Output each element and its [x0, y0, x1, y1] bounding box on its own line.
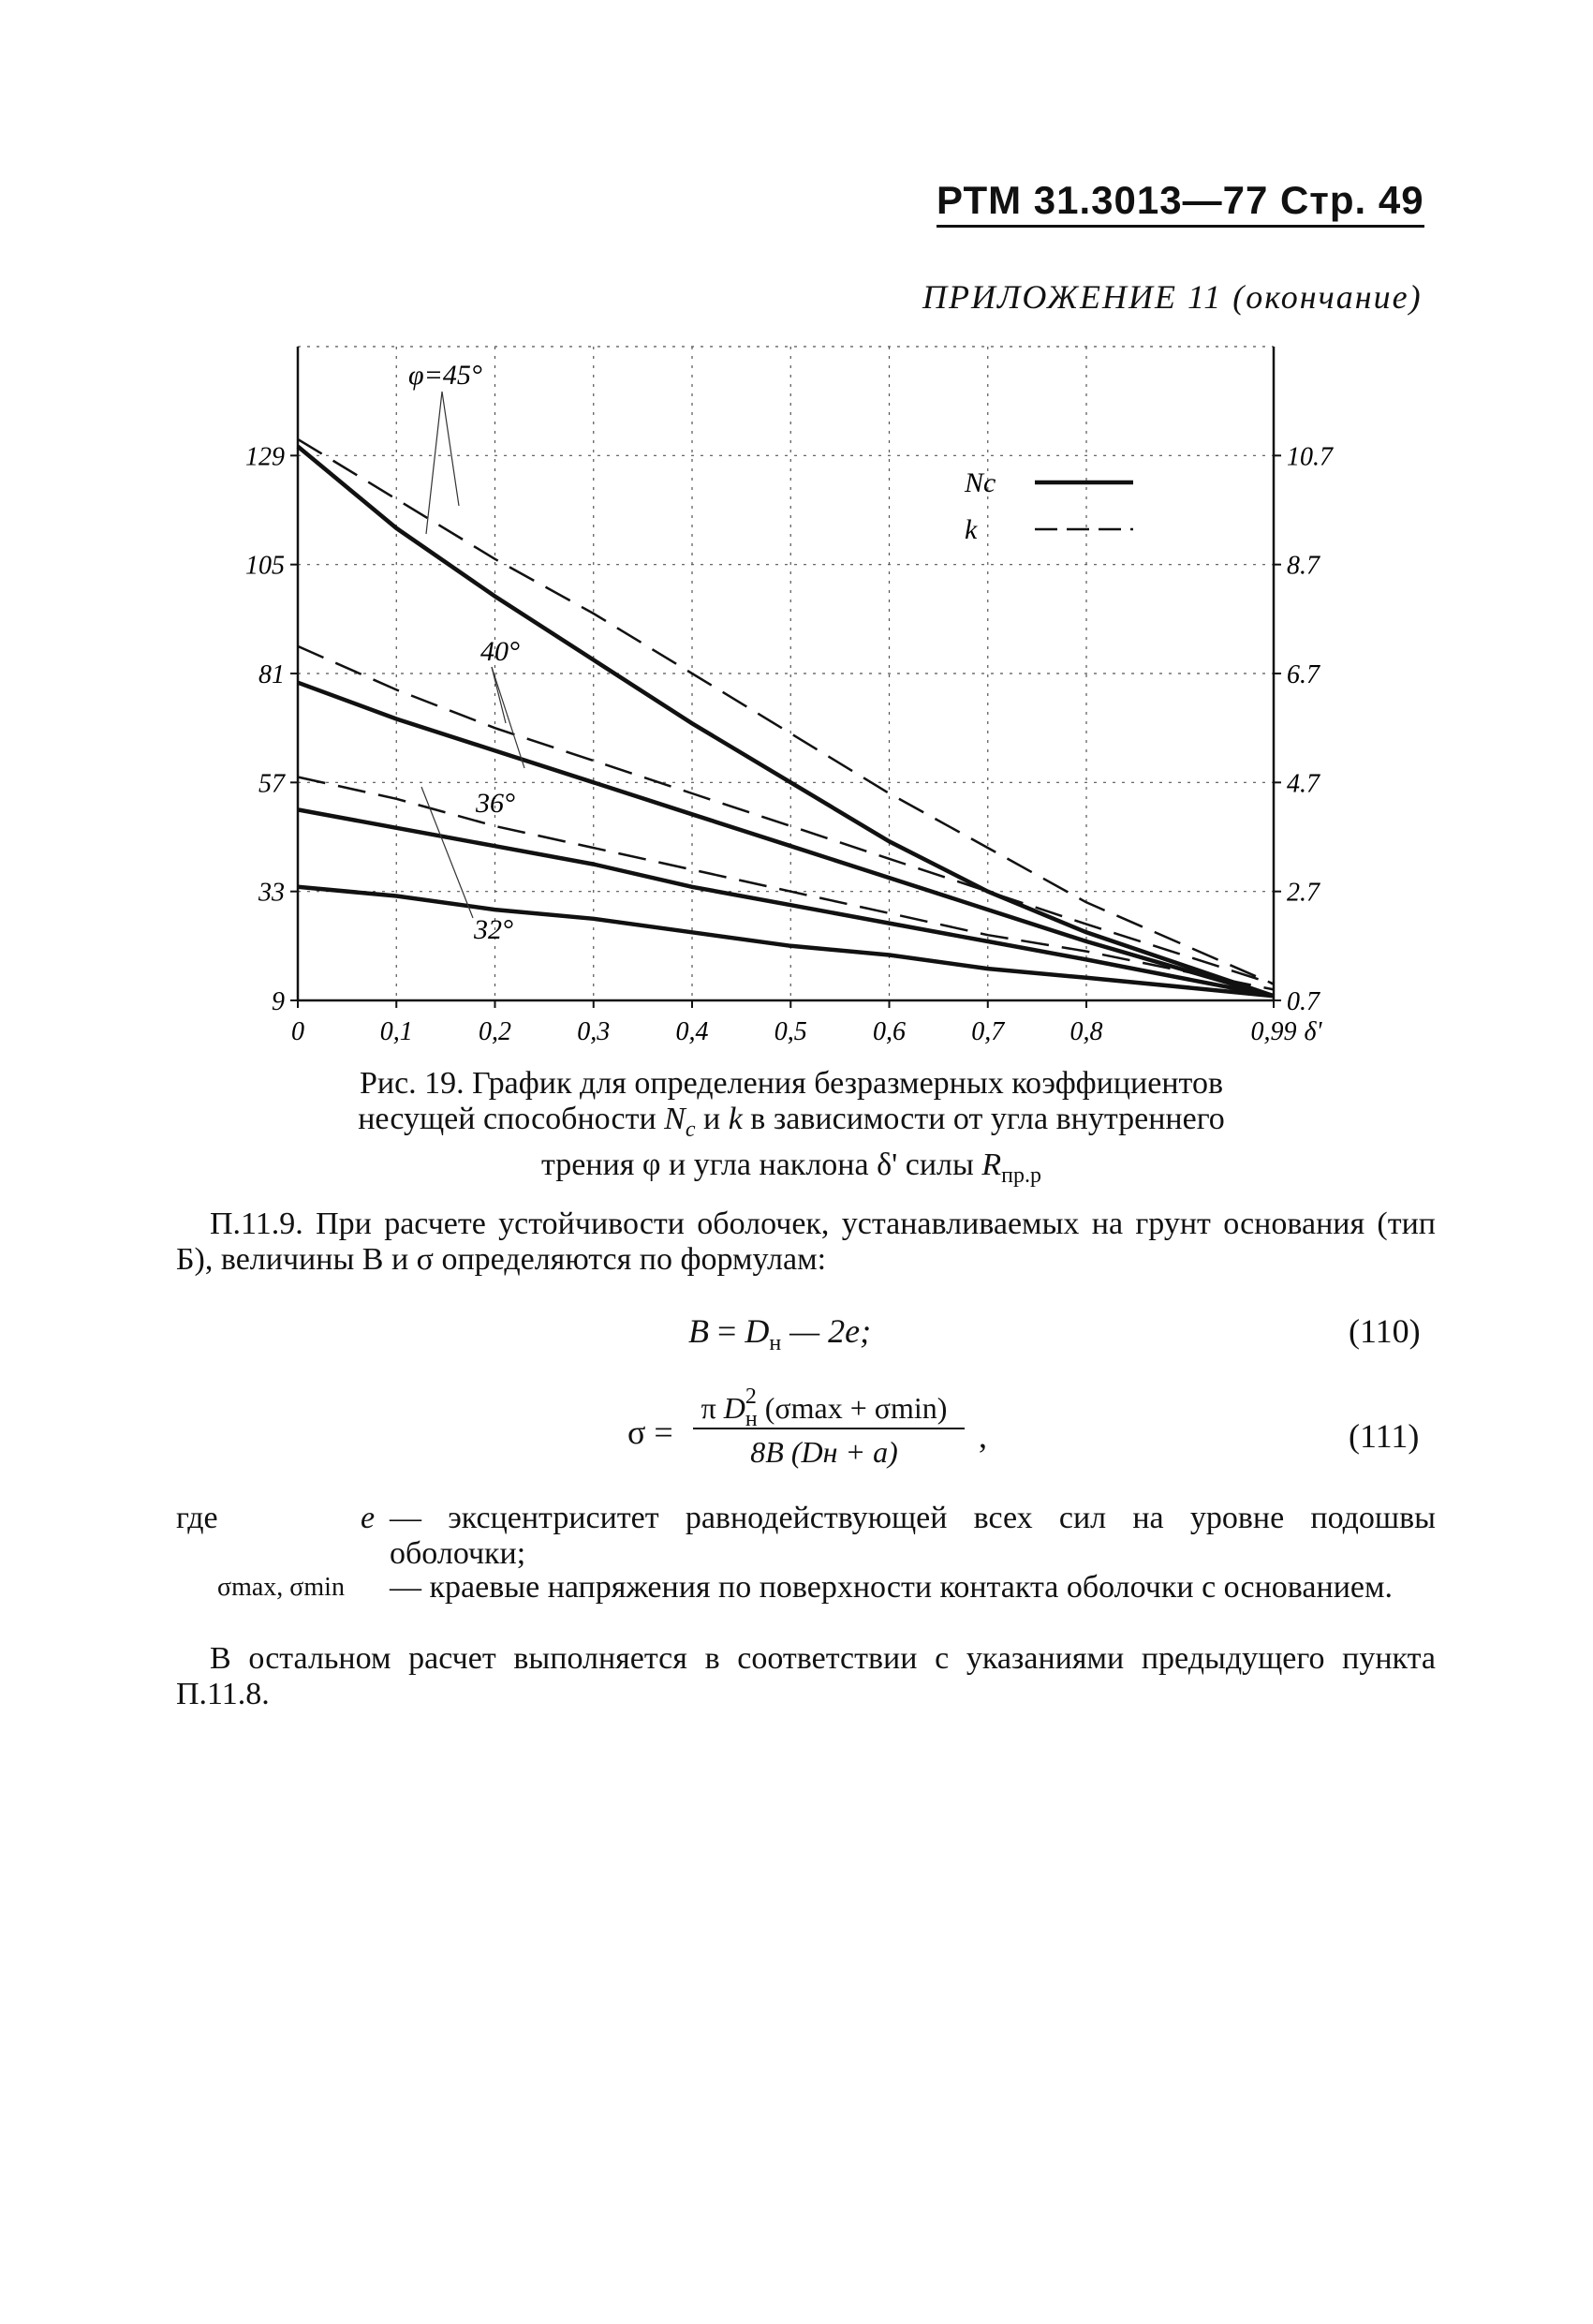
formula-numerator	[684, 1384, 965, 1432]
x-tick-label: 0	[291, 1017, 304, 1046]
angle-label: φ=45°	[408, 360, 482, 391]
formula-subscript: н	[769, 1331, 782, 1355]
formula-symbol: — 2e;	[789, 1312, 872, 1350]
where-label: где	[176, 1501, 218, 1535]
series-line	[298, 683, 1274, 996]
formula-superscript: 2	[745, 1384, 757, 1409]
formula-110	[688, 1311, 871, 1356]
x-axis-symbol: δ'	[1304, 1017, 1322, 1046]
caption-text: в зависимости от угла внутреннего	[742, 1102, 1225, 1136]
x-tick-label: 0,2	[479, 1017, 512, 1046]
formula-subscript: н	[745, 1407, 758, 1431]
formula-operator: =	[717, 1312, 737, 1350]
x-tick-label: 0,5	[774, 1017, 807, 1046]
y-left-tick-label: 105	[245, 551, 285, 581]
y-left-tick-label: 129	[245, 442, 285, 472]
y-left-tick-label: 81	[258, 660, 285, 689]
definition-term-sigma: σmax, σmin	[217, 1573, 345, 1602]
y-left-tick-label: 57	[258, 769, 285, 799]
caption-subscript: c	[685, 1118, 696, 1142]
leader-line	[492, 667, 506, 723]
formula-symbol: π	[701, 1391, 716, 1425]
formula-comma: ,	[979, 1417, 987, 1455]
formula-symbol: D	[723, 1391, 745, 1425]
caption-text: несущей способности	[358, 1102, 665, 1136]
leader-line	[426, 392, 442, 534]
legend-label: k	[965, 514, 978, 545]
definition-text-e: — эксцентриситет равнодействующей всех сил на уровне подошвы оболочки;	[390, 1501, 1436, 1571]
chart-legend	[964, 467, 1133, 545]
page-header-title: РТМ 31.3013—77 Стр. 49	[937, 178, 1424, 228]
chart-series-group	[298, 439, 1274, 996]
y-left-tick-label: 9	[272, 987, 285, 1016]
x-tick-label: 0,8	[1069, 1017, 1103, 1046]
caption-text: и	[695, 1102, 729, 1136]
caption-line-3	[262, 1147, 1320, 1193]
formula-symbol: D	[745, 1312, 770, 1350]
series-line	[298, 646, 1274, 984]
angle-label: 36°	[476, 788, 515, 819]
y-right-tick-label: 4.7	[1287, 769, 1320, 799]
series-line	[298, 777, 1274, 990]
formula-denominator: 8B (Dн + a)	[750, 1435, 898, 1469]
paragraph-11-9: П.11.9. При расчете устойчивости оболочек, устанавливаемых на грунт основания (тип Б), величины B и σ определяются по формулам:	[176, 1206, 1436, 1277]
x-tick-label: 0,6	[873, 1017, 907, 1046]
caption-symbol: k	[728, 1102, 743, 1136]
formula-symbol: (σmax + σmin)	[764, 1391, 948, 1425]
chart	[225, 318, 1367, 1049]
definition-term-e: e	[361, 1501, 376, 1535]
y-left-tick-label: 33	[258, 878, 285, 908]
y-right-tick-label: 6.7	[1287, 660, 1320, 689]
caption-symbol: R	[981, 1147, 1002, 1182]
chart-axes	[290, 347, 1281, 1008]
legend-label: Nc	[965, 467, 996, 498]
chart-labels	[245, 360, 1334, 1046]
x-tick-label: 0,99	[1250, 1017, 1297, 1046]
caption-line-2	[262, 1102, 1320, 1147]
appendix-label: ПРИЛОЖЕНИЕ 11 (окончание)	[922, 278, 1423, 316]
caption-line-1: Рис. 19. График для определения безразмерных коэффициентов	[359, 1066, 1224, 1101]
formula-111	[627, 1384, 1021, 1488]
leader-line	[421, 787, 473, 918]
y-right-tick-label: 8.7	[1287, 551, 1320, 581]
equation-number-110: (110)	[1349, 1312, 1421, 1350]
y-right-tick-label: 0.7	[1287, 987, 1320, 1016]
paragraph-closing: В остальном расчет выполняется в соответствии с указаниями предыдущего пункта П.11.8.	[176, 1641, 1436, 1711]
angle-label: 32°	[474, 914, 513, 945]
fraction-bar	[693, 1428, 965, 1429]
angle-label: 40°	[480, 636, 520, 667]
figure-caption	[262, 1066, 1320, 1193]
y-right-tick-label: 10.7	[1287, 442, 1333, 472]
leader-line	[442, 392, 459, 506]
x-tick-label: 0,7	[971, 1017, 1005, 1046]
formula-lhs: σ =	[627, 1414, 673, 1451]
x-tick-label: 0,1	[379, 1017, 413, 1046]
caption-text: трения φ и угла наклона δ' силы	[541, 1147, 982, 1182]
y-right-tick-label: 2.7	[1287, 878, 1320, 908]
x-tick-label: 0,4	[675, 1017, 709, 1046]
x-tick-label: 0,3	[577, 1017, 611, 1046]
equation-number-111: (111)	[1349, 1417, 1420, 1455]
formula-symbol: B	[688, 1312, 709, 1350]
caption-symbol: N	[664, 1102, 686, 1136]
definition-text-sigma: — краевые напряжения по поверхности контакта оболочки с основанием.	[390, 1570, 1393, 1605]
caption-subscript: пр.р	[1001, 1163, 1041, 1188]
